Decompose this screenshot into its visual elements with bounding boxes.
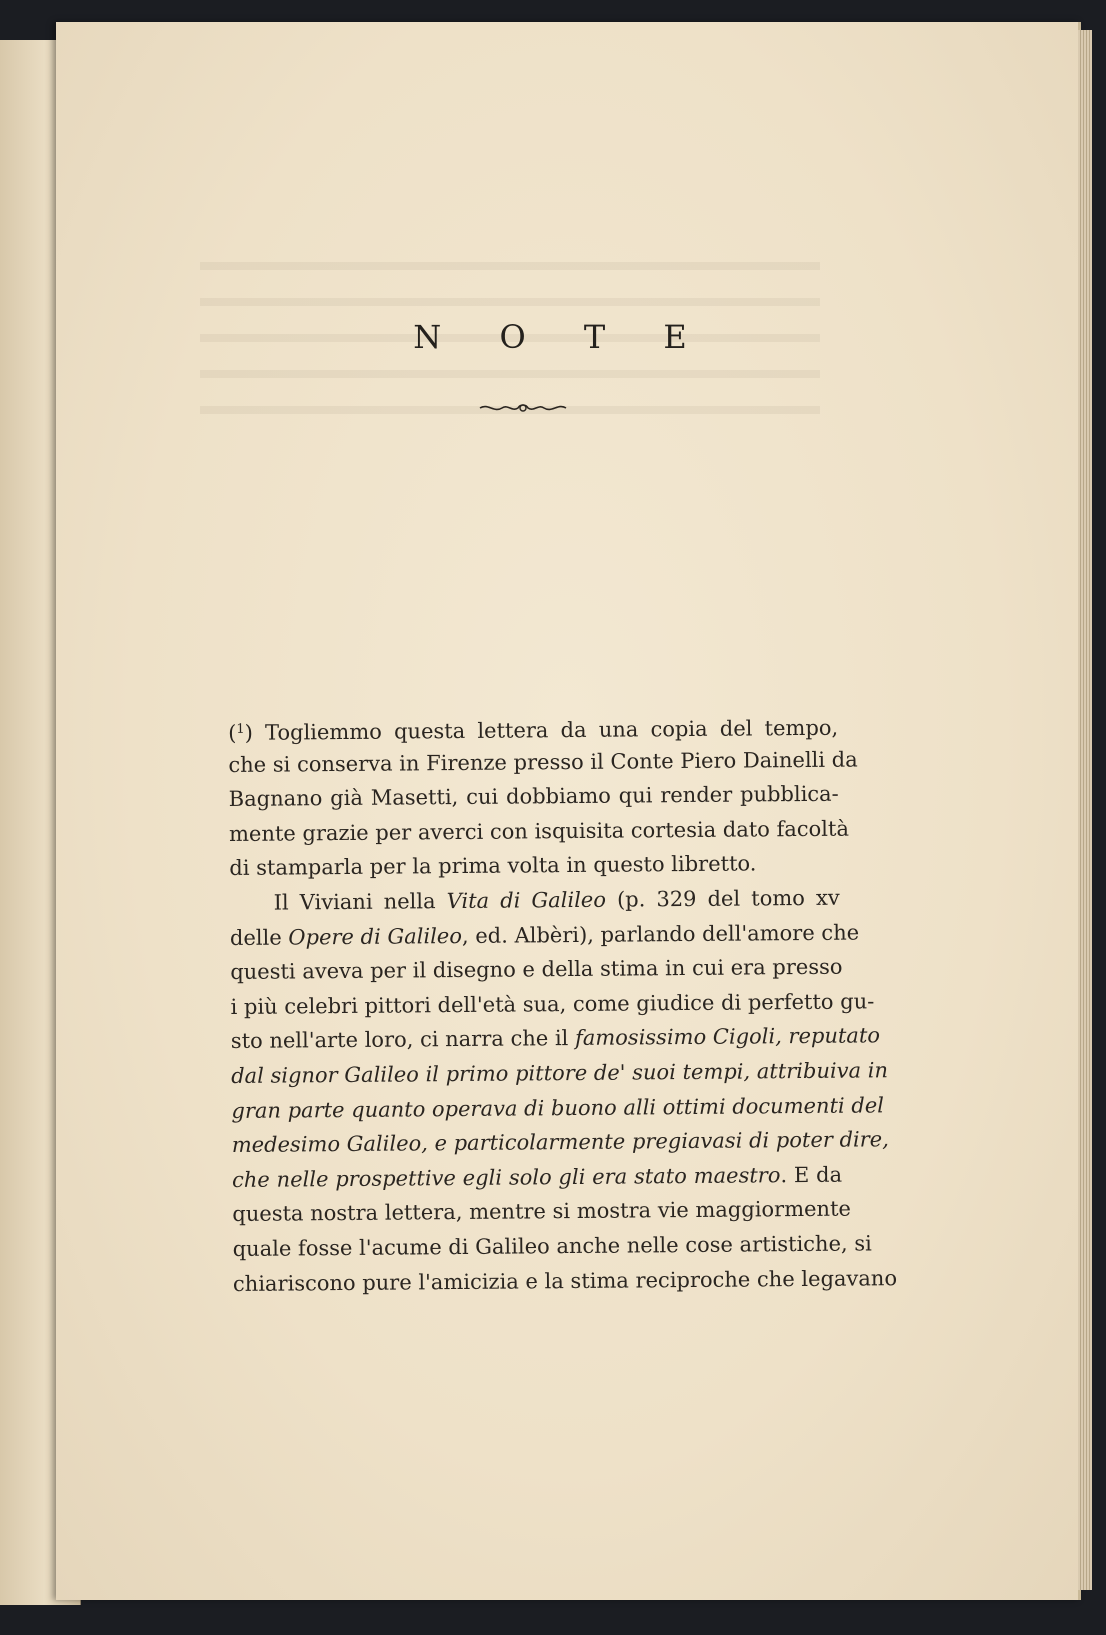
text-line [230, 1019, 881, 1059]
text-line [229, 915, 860, 955]
text-line: questi aveva per il disegno e della stima in cui era presso [230, 954, 843, 985]
text-line: chiariscono pure l'amicizia e la stima reciproche che legavano [232, 1265, 898, 1296]
text-line: i più celebri pittori dell'età sua, come giudice di perfetto gu- [230, 989, 875, 1019]
text-line: quale fosse l'acume di Galileo anche nelle cose artistiche, si [232, 1231, 872, 1261]
line-text: sto nell'arte loro, ci narra che il [230, 1026, 576, 1054]
text-line [228, 708, 838, 748]
text-line: che si conserva in Firenze presso il Conte Piero Dainelli da [228, 747, 858, 777]
line-text: ) Togliemmo questa lettera da una copia del tempo, [244, 715, 839, 745]
text-line: mente grazie per averci con isquisita cortesia dato facoltà [228, 816, 850, 846]
page-heading: N O T E [413, 318, 711, 356]
footnote-marker: 1 [236, 721, 245, 737]
italic-title: Vita di Galileo [446, 887, 607, 914]
text-line: gran parte quanto operava di buono alli ottimi documenti del [231, 1092, 885, 1123]
text-line: di stamparla per la prima volta in questo libretto. [229, 851, 757, 881]
line-text: . E da [780, 1162, 843, 1187]
text-line: medesimo Galileo, e particolarmente pregiavasi di poter dire, [231, 1127, 889, 1158]
line-text: Il Viviani nella [273, 889, 447, 915]
open-paren: ( [228, 720, 237, 745]
text-line: Bagnano già Masetti, cui dobbiamo qui render pubblica- [228, 781, 839, 812]
text-line: questa nostra lettera, mentre si mostra vie maggiormente [232, 1196, 852, 1227]
decorative-scroll-ornament-icon [478, 400, 568, 416]
text-line [230, 881, 840, 921]
line-text: delle [229, 925, 289, 950]
notes-text [228, 708, 898, 1301]
text-line: dal signor Galileo il primo pittore de' suoi tempi, attribuiva in [231, 1058, 889, 1088]
page-stack-edges [1078, 30, 1092, 1590]
italic-quote: che nelle prospettive egli solo gli era stato maestro [231, 1162, 781, 1192]
line-text: (p. 329 del tomo xv [605, 885, 840, 912]
text-line [232, 1157, 842, 1197]
italic-title: Opere di Galileo [288, 923, 463, 950]
line-text: , ed. Albèri), parlando dell'amore che [461, 920, 860, 948]
italic-quote: famosissimo Cigoli, reputato [574, 1023, 881, 1051]
